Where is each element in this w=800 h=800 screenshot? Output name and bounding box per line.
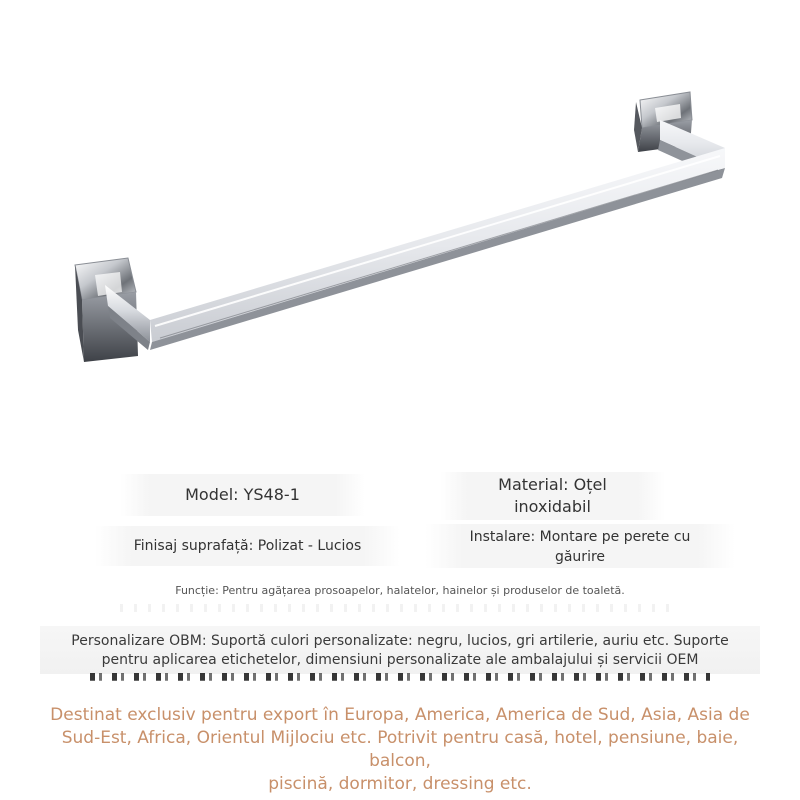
oem-line2: pentru aplicarea etichetelor, dimensiuni personalizate ale ambalajului și servicii OEM: [101, 652, 699, 668]
spec-material: [440, 472, 665, 520]
export-markets-text: [30, 704, 770, 796]
spec-material-line2: inoxidabil: [514, 497, 591, 516]
main-bar: [150, 148, 725, 350]
spec-model-text: Model: YS48-1: [185, 485, 300, 504]
spec-install-line1: Instalare: Montare pe perete cu: [469, 529, 691, 545]
spec-install-line2: găurire: [554, 549, 606, 565]
faded-text-artifact: [120, 604, 680, 612]
oem-line1: Personalizare OBM: Suportă culori personalizate: negru, lucios, gri artilerie, auriu etc. Suporte: [71, 633, 729, 649]
export-line1: Destinat exclusiv pentru export în Europa, America, America de Sud, Asia, Asia de: [50, 705, 750, 725]
spec-finish-text: Finisaj suprafață: Polizat - Lucios: [133, 538, 362, 554]
export-line2: Sud-Est, Africa, Orientul Mijlociu etc. Potrivit pentru casă, hotel, pensiune, baie, balcon,: [61, 728, 739, 771]
function-description: Funcție: Pentru agățarea prosoapelor, halatelor, hainelor și produselor de toaletă.: [175, 584, 625, 597]
clipped-text-artifact: [90, 673, 710, 687]
export-line3: piscină, dormitor, dressing etc.: [268, 774, 532, 794]
oem-customization-text: [40, 626, 760, 674]
spec-finish: [95, 526, 400, 566]
spec-install: [425, 524, 735, 568]
spec-model: [120, 474, 365, 516]
spec-material-line1: Material: Oțel: [498, 475, 607, 494]
